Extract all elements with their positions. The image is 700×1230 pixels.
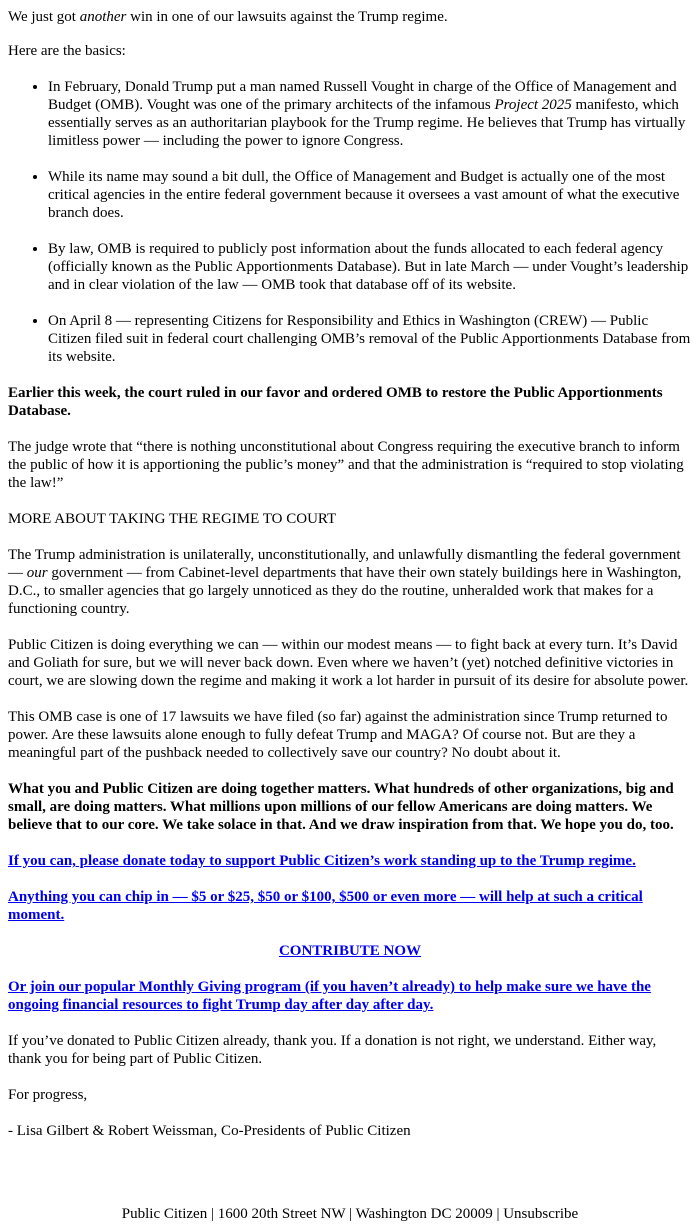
emphasis-our: our	[26, 565, 48, 581]
monthly-giving-link[interactable]: Or join our popular Monthly Giving program (if you haven’t already) to help make sure we have the ongoing financial resources to fight Trump day after day after day.	[8, 979, 651, 1013]
list-item: • In February, Donald Trump put a man named Russell Vought in charge of the Office of Management and Budget (OMB). Vought was one of the primary architects of the infamous Project 2025 manifesto, which essentially serves as an authoritarian playbook for the Trump regime. He believes that Trump has virtually limitless power — including the power to ignore Congress.	[48, 78, 692, 150]
judge-paragraph: The judge wrote that “there is nothing unconstitutional about Congress requiring the executive branch to inform the public of how it is apportioning the public’s money” and that the administration is “required to stop violating the law!”	[8, 439, 684, 491]
list-item: • By law, OMB is required to publicly post information about the funds allocated to each federal agency (officially known as the Public Apportionments Database). But in late March — under Vought’s leadership and in clear violation of the law — OMB took that database off of its website.	[48, 240, 692, 294]
signature-line: - Lisa Gilbert & Robert Weissman, Co-Presidents of Public Citizen	[8, 1123, 411, 1139]
unsubscribe-link[interactable]: Unsubscribe	[503, 1206, 579, 1222]
contribute-now-link[interactable]: CONTRIBUTE NOW	[278, 943, 422, 959]
section-heading: MORE ABOUT TAKING THE REGIME TO COURT	[8, 511, 337, 527]
donate-today-paragraph	[8, 852, 692, 870]
basics-line: Here are the basics:	[8, 43, 126, 59]
list-item: • While its name may sound a bit dull, the Office of Management and Budget is actually one of the most critical agencies in the entire federal government because it oversees a vast amount of what the executive branch does.	[48, 168, 692, 222]
thanks-paragraph: If you’ve donated to Public Citizen already, thank you. If a donation is not right, we understand. Either way, thank you for being part of Public Citizen.	[8, 1033, 657, 1067]
list-item: • On April 8 — representing Citizens for Responsibility and Ethics in Washington (CREW) — Public Citizen filed suit in federal court challenging OMB’s removal of the Public Apportionments Database from its website.	[48, 312, 692, 366]
intro-line: We just got another win in one of our lawsuits against the Trump regime.	[8, 9, 448, 25]
chip-in-paragraph	[8, 888, 692, 924]
basics-list	[8, 78, 692, 366]
footer-address: 1600 20th Street NW	[217, 1206, 346, 1222]
matters-paragraph: What you and Public Citizen are doing together matters. What hundreds of other organizations, big and small, are doing matters. What millions upon millions of our fellow Americans are doing matters. We believe that to our core. We take solace in that. And we draw inspiration from that. We hope you do, too.	[8, 781, 674, 833]
closing-line: For progress,	[8, 1087, 88, 1103]
emphasis-another: another	[79, 9, 127, 25]
ruling-paragraph: Earlier this week, the court ruled in our favor and ordered OMB to restore the Public Apportionments Database.	[8, 385, 663, 419]
emphasis-project-2025: Project 2025	[494, 97, 572, 113]
dismantling-paragraph: The Trump administration is unilaterally, unconstitutionally, and unlawfully dismantling the federal government — our government — from Cabinet-level departments that have their own stately buildings here in Washington, D.C., to smaller agencies that go largely unnoticed as they do the routine, unheralded work that makes for a functioning country.	[8, 547, 682, 617]
lawsuits-paragraph: This OMB case is one of 17 lawsuits we have filed (so far) against the administration since Trump returned to power. Are these lawsuits alone enough to fully defeat Trump and MAGA? Of course not. But are they a meaningful part of the pushback needed to collectively save our country? No doubt about it.	[8, 709, 668, 761]
footer: Public Citizen | 1600 20th Street NW | Washington DC 20009 | Unsubscribe	[121, 1206, 579, 1222]
monthly-giving-paragraph	[8, 978, 692, 1014]
footer-org: Public Citizen	[121, 1206, 208, 1222]
david-goliath-paragraph: Public Citizen is doing everything we can — within our modest means — to fight back at every turn. It’s David and Goliath for sure, but we will never back down. Even where we haven’t (yet) notched definitive victories in court, we are slowing down the regime and making it work a lot harder in pursuit of its desire for absolute power.	[8, 637, 689, 689]
footer-city: Washington DC 20009	[355, 1206, 493, 1222]
chip-in-link[interactable]: Anything you can chip in — $5 or $25, $50 or $100, $500 or even more — will help at such a critical moment.	[8, 889, 643, 923]
contribute-paragraph	[8, 942, 692, 960]
donate-today-link[interactable]: If you can, please donate today to support Public Citizen’s work standing up to the Trump regime.	[8, 853, 636, 869]
